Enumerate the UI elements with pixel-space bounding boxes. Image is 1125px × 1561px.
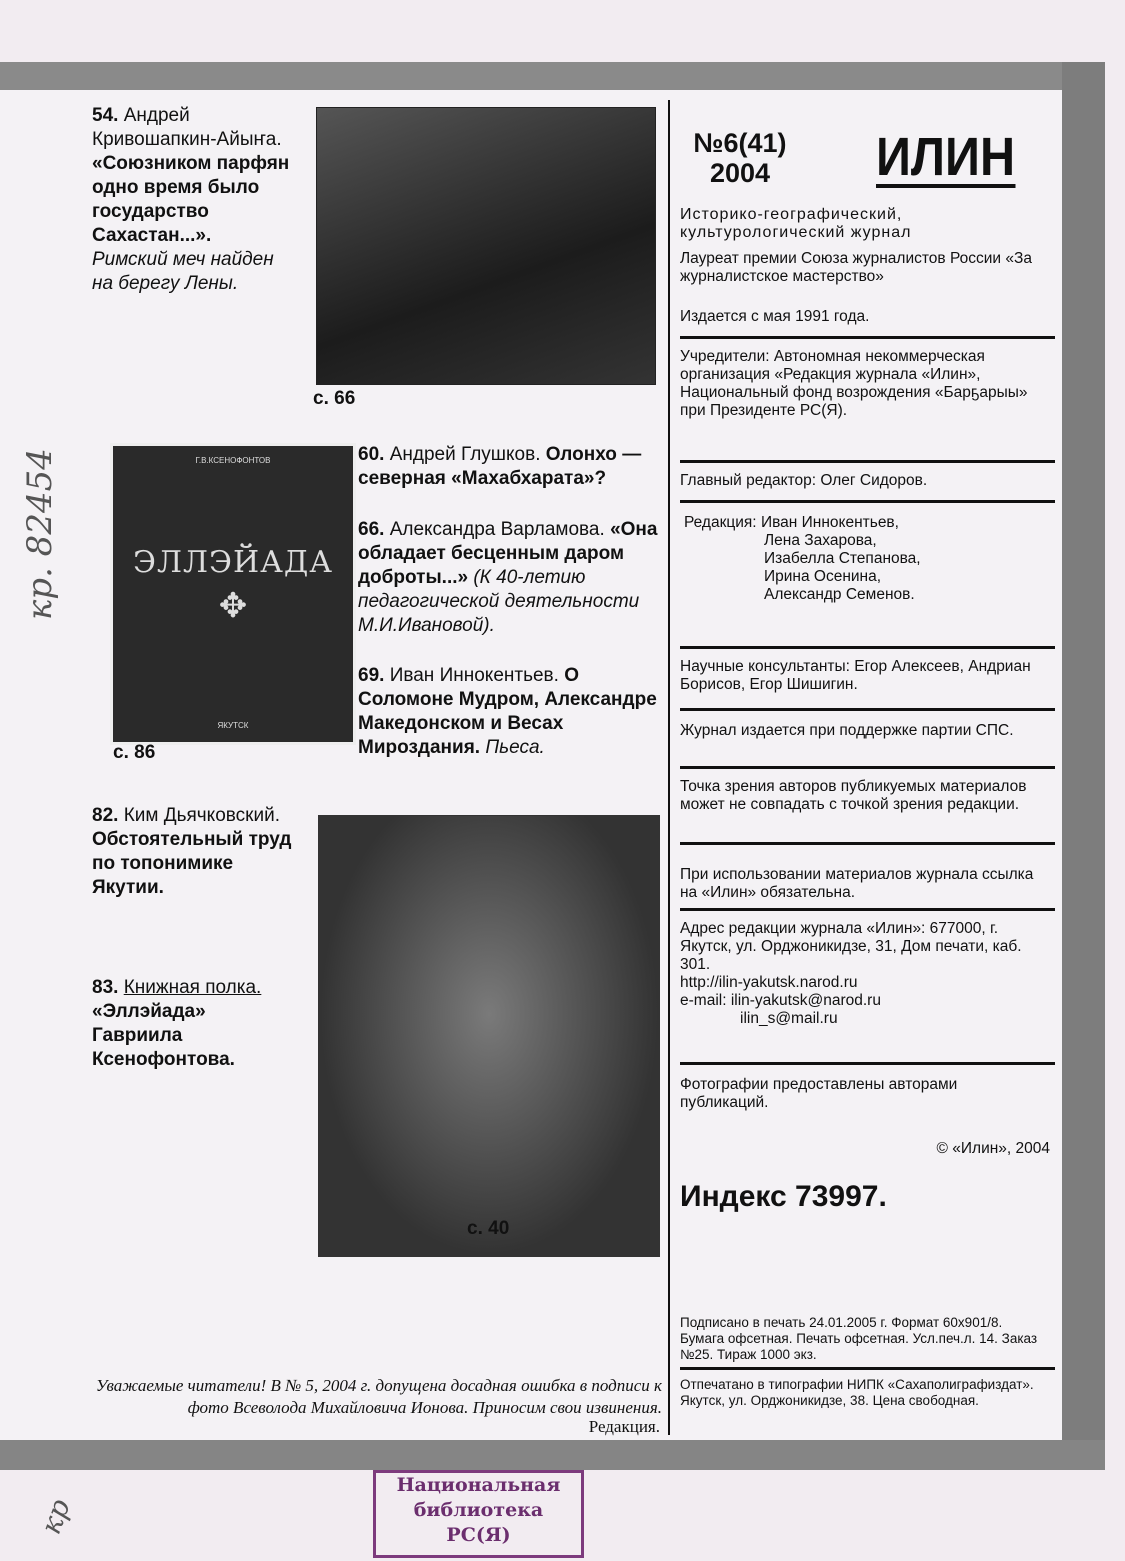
cover-title: ЭЛЛЭЙАДА	[133, 545, 333, 580]
toc-entry: 69. Иван Иннокентьев. О Соломоне Мудром, Александре Македонском и Весах Мироздания. Пьеса.	[358, 665, 657, 758]
book-cover	[110, 443, 356, 745]
chief-editor: Главный редактор: Олег Сидоров.	[680, 472, 928, 489]
family-photo	[318, 815, 660, 1257]
cover-author: Г.В.КСЕНОФОНТОВ	[195, 456, 271, 465]
email-link[interactable]: e-mail: ilin-yakutsk@narod.ru	[680, 992, 881, 1009]
toc-entry: 60. Андрей Глушков. Олонхо — северная «Махабхарата»?	[358, 444, 642, 489]
reference-note: При использовании материалов журнала ссылка на «Илин» обязательна.	[680, 866, 1034, 901]
award: Лауреат премии Союза журналистов России «За журналистское мастерство»	[680, 250, 1032, 285]
photo-caption: с. 66	[313, 388, 356, 409]
disclaimer: Точка зрения авторов публикуемых материалов может не совпадать с точкой зрения редакции.	[680, 778, 1027, 813]
photo-credits: Фотографии предоставлены авторами публикаций.	[680, 1076, 958, 1111]
website-link[interactable]: http://ilin-yakutsk.narod.ru	[680, 974, 858, 991]
email-link[interactable]: ilin_s@mail.ru	[740, 1010, 838, 1027]
group-photo	[316, 107, 656, 385]
support: Журнал издается при поддержке партии СПС.	[680, 722, 1014, 739]
cover-caption: с. 86	[113, 742, 156, 763]
cover-publisher: ЯКУТСК	[217, 721, 249, 730]
copyright: © «Илин», 2004	[936, 1140, 1050, 1157]
scan-border	[1062, 62, 1105, 1470]
toc-entry: 82. Ким Дьячковский. Обстоятельный труд по топонимике Якутии.	[92, 805, 292, 898]
photo-caption: с. 40	[467, 1218, 510, 1239]
scan-border	[0, 62, 1105, 90]
since: Издается с мая 1991 года.	[680, 308, 870, 325]
founders: Учредители: Автономная некоммерческая организация «Редакция журнала «Илин», Национальный фонд возрождения «Барҕарыы» при Президенте РС(Я).	[680, 348, 1028, 419]
address: Адрес редакции журнала «Илин»: 677000, г. Якутск, ул. Орджоникидзе, 31, Дом печати, каб. 301. http://ilin-yakutsk.narod.ru e-mail: ilin-yakutsk@narod.ru ilin_s@mail.ru	[680, 920, 1050, 1028]
ornament-icon: ✥	[218, 587, 248, 625]
consultants: Научные консультанты: Егор Алексеев, Андриан Борисов, Егор Шишигин.	[680, 658, 1031, 693]
handwritten-mark: кр	[33, 1494, 77, 1539]
printer-info: Отпечатано в типографии НИПК «Сахаполиграфиздат». Якутск, ул. Орджоникидзе, 38. Цена свободная.	[680, 1377, 1034, 1408]
journal-logo: ИЛИН	[876, 127, 1016, 187]
erratum-signature: Редакция.	[588, 1417, 660, 1436]
toc-entry: 54. Андрей Кривошапкин-Айыҥа. «Союзником парфян одно время было государство Сахастан...». Римский меч найден на берегу Лены.	[92, 105, 290, 294]
scan-border	[0, 1440, 1105, 1470]
library-stamp: Национальная библиотека РС(Я)	[373, 1470, 584, 1558]
toc-entry: 66. Александра Варламова. «Она обладает бесценным даром доброты...» (К 40-летию педагогической деятельности М.И.Ивановой).	[358, 519, 658, 636]
description: Историко-географический, культурологический журнал	[680, 206, 912, 241]
subscription-index: Индекс 73997.	[680, 1180, 887, 1213]
toc-entry: 83. Книжная полка. «Эллэйада» Гавриила Ксенофонтова.	[92, 977, 262, 1070]
masthead	[668, 100, 1062, 1435]
handwritten-note: кр. 82454	[20, 448, 60, 620]
print-info: Подписано в печать 24.01.2005 г. Формат 60х901/8. Бумага офсетная. Печать офсетная. Усл.печ.л. 14. Заказ №25. Тираж 1000 экз.	[680, 1315, 1038, 1362]
issue-number: №6(41) 2004	[693, 128, 787, 188]
editorial-staff: Редакция: Иван Иннокентьев, Лена Захарова, Изабелла Степанова, Ирина Осенина, Александр Семенов.	[684, 514, 921, 603]
erratum-notice: Уважаемые читатели! В № 5, 2004 г. допущена досадная ошибка в подписи к фото Всеволода Михайловича Ионова. Приносим свои извинения.	[95, 1376, 662, 1417]
